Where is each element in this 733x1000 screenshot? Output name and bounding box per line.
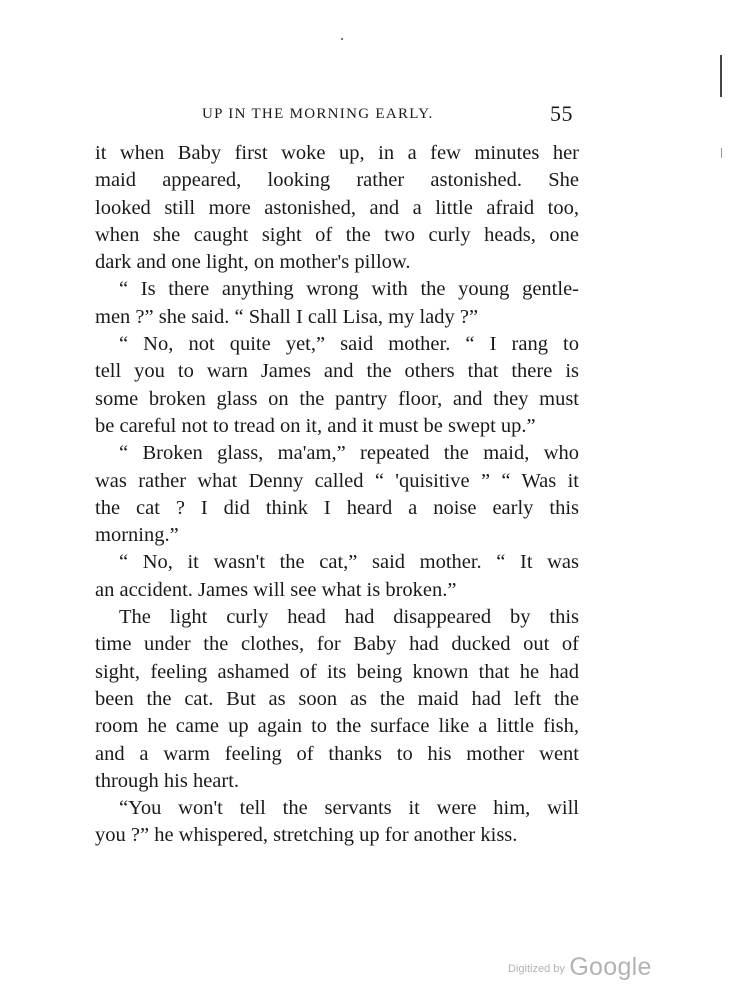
page-number: 55 <box>550 101 573 126</box>
digitized-prefix: Digitized by <box>508 963 565 975</box>
text-line: morning.” <box>95 524 179 547</box>
text-line: and a warm feeling of thanks to his mother went <box>95 742 579 765</box>
text-line: be careful not to tread on it, and it must be swept up.” <box>95 414 536 437</box>
text-line: through his heart. <box>95 769 240 792</box>
text-line: men ?” she said. “ Shall I call Lisa, my lady ?” <box>95 305 479 328</box>
scan-edge-mark <box>720 55 722 97</box>
text-line: been the cat. But as soon as the maid had left the <box>95 687 579 710</box>
text-line: maid appeared, looking rather astonished. She <box>95 169 579 192</box>
scan-speck <box>341 38 343 40</box>
text-line: an accident. James will see what is broken.” <box>95 578 457 601</box>
body-text <box>95 140 579 850</box>
text-line: it when Baby first woke up, in a few minutes her <box>95 142 579 164</box>
text-line: you ?” he whispered, stretching up for another kiss. <box>95 824 518 847</box>
text-line: tell you to warn James and the others that there is <box>95 360 579 383</box>
text-line: “ No, not quite yet,” said mother. “ I rang to <box>119 333 579 356</box>
text-line: the cat ? I did think I heard a noise early this <box>95 496 579 519</box>
scan-edge-speck <box>721 148 722 158</box>
google-logo-text: Google <box>569 953 652 981</box>
text-line: sight, feeling ashamed of its being known that he had <box>95 660 579 683</box>
text-line: some broken glass on the pantry floor, and they must <box>95 387 579 410</box>
text-line: when she caught sight of the two curly heads, one <box>95 223 579 246</box>
running-title: UP IN THE MORNING EARLY. <box>202 106 434 122</box>
text-line: “You won't tell the servants it were him, will <box>119 797 579 820</box>
text-line: looked still more astonished, and a little afraid too, <box>95 196 579 219</box>
text-line: was rather what Denny called “ 'quisitive ” “ Was it <box>95 469 579 492</box>
text-line: room he came up again to the surface like a little fish, <box>95 715 579 738</box>
text-line: “ Is there anything wrong with the young gentle- <box>119 278 579 301</box>
text-line: “ Broken glass, ma'am,” repeated the maid, who <box>119 442 579 465</box>
text-line: “ No, it wasn't the cat,” said mother. “ It was <box>119 551 579 574</box>
text-line: dark and one light, on mother's pillow. <box>95 251 411 274</box>
digitized-by-watermark <box>508 953 652 982</box>
text-line: time under the clothes, for Baby had ducked out of <box>95 633 579 656</box>
text-line: The light curly head had disappeared by this <box>119 606 579 629</box>
